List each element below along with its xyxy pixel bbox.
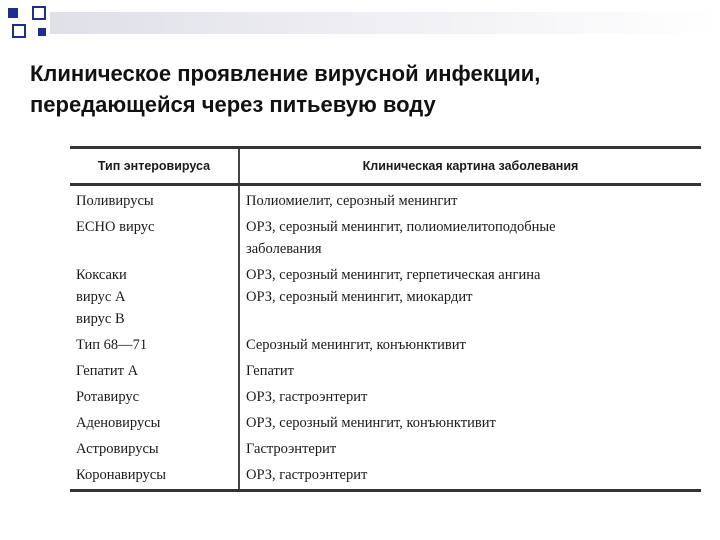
- clinical-picture-cell-line: Гастроэнтерит: [246, 441, 337, 457]
- decor-square-filled: [8, 8, 18, 18]
- clinical-picture-cell-line: Полиомиелит, серозный менингит: [246, 193, 458, 209]
- clinical-picture-cell-line: ОРЗ, серозный менингит, полиомиелитоподобные: [246, 219, 556, 235]
- virus-type-cell-line: Аденовирусы: [76, 415, 161, 431]
- column-header-clinical-picture: Клиническая картина заболевания: [239, 148, 701, 185]
- virus-type-cell-line: вирус В: [76, 311, 125, 327]
- virus-type-cell-line: Тип 68—71: [76, 337, 148, 353]
- clinical-picture-cell: [239, 436, 701, 462]
- clinical-picture-cell: [239, 358, 701, 384]
- clinical-picture-cell-line: ОРЗ, серозный менингит, герпетическая ангина: [246, 267, 541, 283]
- clinical-picture-cell: [239, 410, 701, 436]
- clinical-picture-cell: [239, 332, 701, 358]
- clinical-picture-cell-line: заболевания: [246, 241, 322, 257]
- clinical-picture-cell-line: ОРЗ, серозный менингит, конъюнктивит: [246, 415, 496, 431]
- table-header-row: [70, 148, 701, 185]
- decor-square-filled: [38, 28, 46, 36]
- clinical-picture-cell: [239, 462, 701, 491]
- virus-type-cell-line: Ротавирус: [76, 389, 140, 405]
- column-header-virus-type: Тип энтеровируса: [70, 148, 239, 185]
- slide-title: Клиническое проявление вирусной инфекции, передающейся через питьевую воду: [30, 61, 541, 117]
- table-row: [70, 462, 701, 491]
- virus-type-cell-line: Астровирусы: [76, 441, 159, 457]
- virus-type-cell-line: Гепатит А: [76, 363, 139, 379]
- table-row: [70, 410, 701, 436]
- clinical-picture-cell-line: ОРЗ, гастроэнтерит: [246, 467, 368, 483]
- virus-type-cell: [70, 332, 239, 358]
- table-row: [70, 262, 701, 332]
- clinical-picture-cell: [239, 185, 701, 215]
- clinical-picture-cell: [239, 384, 701, 410]
- virus-type-cell: [70, 436, 239, 462]
- table-row: [70, 384, 701, 410]
- virus-type-cell-line: Поливирусы: [76, 193, 154, 209]
- clinical-picture-cell: [239, 262, 701, 332]
- virus-type-cell: [70, 462, 239, 491]
- clinical-picture-cell: [239, 214, 701, 262]
- table-row: [70, 436, 701, 462]
- decor-square-outline: [32, 6, 46, 20]
- virus-type-cell: [70, 185, 239, 215]
- table-row: [70, 358, 701, 384]
- virus-type-cell-line: вирус А: [76, 289, 126, 305]
- clinical-picture-cell-line: ОРЗ, гастроэнтерит: [246, 389, 368, 405]
- table-row: [70, 214, 701, 262]
- virus-type-cell-line: Коксаки: [76, 267, 127, 283]
- virus-type-cell-line: ЕСНО вирус: [76, 219, 155, 235]
- clinical-picture-cell-line: ОРЗ, серозный менингит, миокардит: [246, 289, 473, 305]
- virus-type-cell: [70, 384, 239, 410]
- virus-type-cell: [70, 214, 239, 262]
- virus-type-cell: [70, 358, 239, 384]
- virus-type-cell: [70, 262, 239, 332]
- table-row: [70, 332, 701, 358]
- header-gradient-band: [50, 12, 720, 34]
- virus-type-cell: [70, 410, 239, 436]
- table-row: [70, 185, 701, 215]
- virus-type-cell-line: Коронавирусы: [76, 467, 166, 483]
- clinical-picture-cell-line: Серозный менингит, конъюнктивит: [246, 337, 466, 353]
- enterovirus-table: [70, 146, 701, 492]
- clinical-picture-cell-line: Гепатит: [246, 363, 294, 379]
- decor-square-outline: [12, 24, 26, 38]
